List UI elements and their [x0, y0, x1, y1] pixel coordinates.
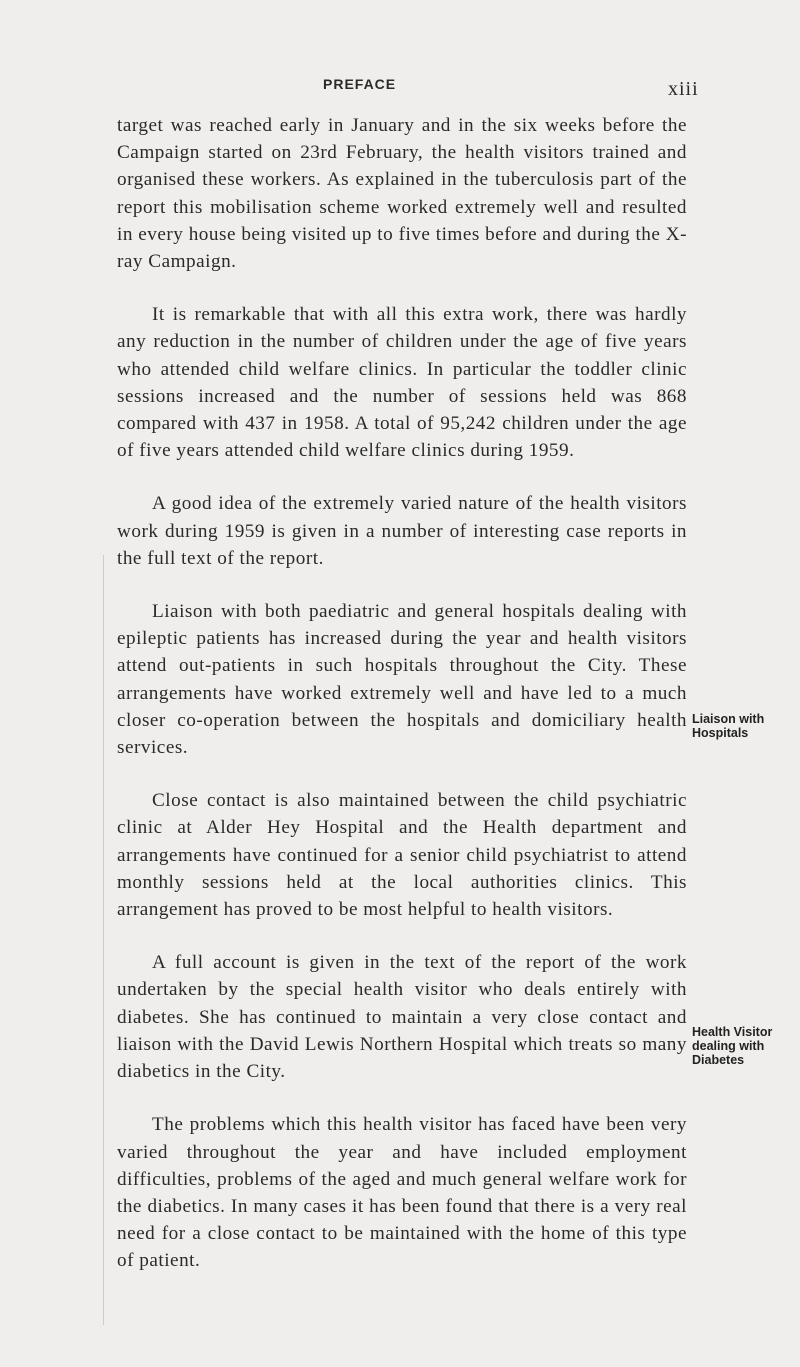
paragraph-psychiatric-clinic: Close contact is also maintained between the child psychiatric clinic at Alder Hey Hospital and the Health department and arrangements have continued for a senior child psychiatrist to attend monthly sessions held at the local authorities clinics. This arrangement has proved to be most helpful to health visitors.	[117, 790, 687, 921]
paragraph-liaison-hospitals: Liaison with both paediatric and general hospitals dealing with epileptic patients has increased during the year and health visitors attend out-patients in such hospitals throughout the City. These arrangements have worked extremely well and have led to a much closer co-operation between the hospitals and domiciliary health services.	[117, 601, 687, 759]
page-number: xiii	[668, 78, 699, 100]
paragraph-child-welfare: It is remarkable that with all this extra work, there was hardly any reduction in the number of children under the age of five years who attended child welfare clinics. In particular the toddler clinic sessions increased and the number of sessions held was 868 compared with 437 in 1958. A total of 95,242 children under the age of five years attended child welfare clinics during 1959.	[117, 304, 687, 462]
paragraph-campaign: target was reached early in January and in the six weeks before the Campaign started on 23rd February, the health visitors trained and organised these workers. As explained in the tuberculosis part of the report this mobilisation scheme worked extremely well and resulted in every house being visited up to five times before and during the X-ray Campaign.	[117, 115, 687, 273]
running-head: PREFACE	[323, 76, 397, 92]
page-header	[0, 76, 800, 106]
left-margin-rule	[103, 555, 104, 1325]
margin-note-liaison: Liaison with Hospitals	[692, 712, 765, 740]
paragraph-diabetes-visitor: A full account is given in the text of the report of the work undertaken by the special health visitor who deals entirely with diabetes. She has continued to maintain a very close contact and liaison with the David Lewis Northern Hospital which treats so many diabetics in the City.	[117, 952, 687, 1083]
body-text	[117, 112, 687, 1301]
paragraph-case-reports: A good idea of the extremely varied nature of the health visitors work during 1959 is given in a number of interesting case reports in the full text of the report.	[117, 493, 687, 569]
margin-note-health-visitor: Health Visitor dealing with Diabetes	[692, 1025, 773, 1067]
paragraph-problems: The problems which this health visitor has faced have been very varied throughout the year and have included employment difficulties, problems of the aged and much general welfare work for the diabetics. In many cases it has been found that there is a very real need for a close contact to be maintained with the home of this type of patient.	[117, 1114, 687, 1272]
